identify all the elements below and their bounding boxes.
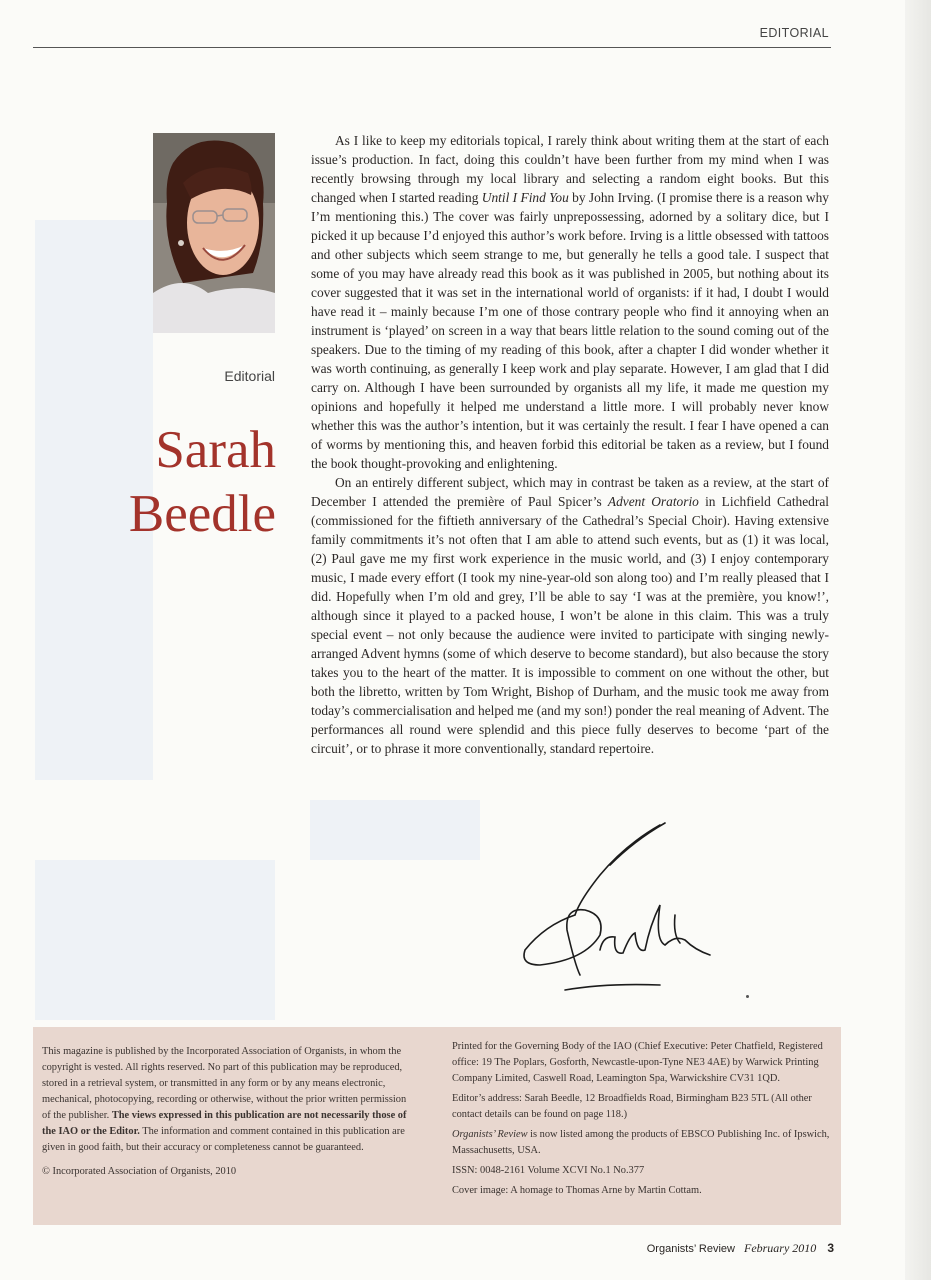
section-label: Editorial	[224, 368, 275, 384]
book-title: Until I Find You	[481, 190, 569, 205]
author-photo	[153, 133, 275, 333]
author-last-name: Beedle	[128, 485, 276, 543]
printer-info: Printed for the Governing Body of the IAO (Chief Executive: Peter Chatfield, Registered office: 19 The Poplars, Gosforth, Newcastle-upon-Tyne NE3 4AE) by Warwick Printing Company Limited, Caswell Road, Leamington Spa, Warwickshire CV31 1QD.	[452, 1041, 823, 1084]
header-rule	[33, 47, 831, 48]
ebsco-listing: Organists’ Review is now listed among the products of EBSCO Publishing Inc. of Ipswich, Massachusetts, USA.	[452, 1129, 830, 1156]
page-number: 3	[827, 1241, 834, 1255]
magazine-name: Organists’ Review	[646, 1243, 735, 1255]
editorial-body	[311, 131, 829, 758]
page-edge	[905, 0, 931, 1280]
section-header: EDITORIAL	[759, 26, 829, 40]
author-first-name: Sarah	[155, 421, 276, 479]
background-showthrough	[35, 860, 275, 1020]
signature	[505, 815, 735, 1000]
copyright-line: © Incorporated Association of Organists, 2010	[42, 1166, 237, 1177]
paragraph: As I like to keep my editorials topical, I rarely think about writing them at the start of each issue’s production. In fact, doing this couldn’t have been further from my mind when I was recently browsing through my local library and selecting a random eight books. But this changed when I started reading Until I Find You by John Irving. (I promise there is a reason why I’m mentioning this.) The cover was fairly unprepossessing, adorned by a solitary dice, but I picked it up because I’d enjoyed this author’s work before. Irving is a little obsessed with tattoos and other subjects which seem strange to me, but generally he tells a good tale. I suspect that some of you may have already read this book as it was published in 2005, but nothing about its cover suggested that it was set in the international world of organists: if it had, I doubt I would have read it – mainly because I’m one of those contrary people who find it annoying when an instrument is ‘played’ on screen in a way that bears little relation to the sound coming out of the speakers. Due to the timing of my reading of this book, after a chapter I did wonder whether it was worth continuing, as generally I keep work and play separate. However, I am glad that I did carry on. Although I have been surrounded by organists all my life, it made me question my opinions and hopefully it helped me understand a little more. I will probably never know whether this was the author’s intention, but it was certainly the result. I fear I have opened a can of worms by mentioning this, and heaven forbid this editorial be taken as a review, but I found the book thought-provoking and enlightening.	[311, 133, 829, 471]
work-title: Advent Oratorio	[607, 494, 699, 509]
issue-date: February 2010	[743, 1241, 817, 1255]
cover-credit: Cover image: A homage to Thomas Arne by Martin Cottam.	[452, 1185, 702, 1196]
background-showthrough	[310, 800, 480, 860]
page-footer	[647, 1241, 834, 1256]
stray-mark	[746, 995, 749, 998]
author-name	[110, 418, 276, 546]
publication-disclaimer: This magazine is published by the Incorporated Association of Organists, in whom the copyright is vested. All rights reserved. No part of this publication may be reproduced, stored in a retrieval system, or transmitted in any form or by any means electronic, mechanical, photocopying, recording or otherwise, without the prior written permission of the publisher. The views expressed in this publication are not necessarily those of the IAO or the Editor. The information and comment contained in this publication are given in good faith, but their accuracy or completeness cannot be guaranteed.	[42, 1046, 407, 1153]
editor-address: Editor’s address: Sarah Beedle, 12 Broadfields Road, Birmingham B23 5TL (All other contact details can be found on page 118.)	[452, 1093, 812, 1120]
copyright-notice	[42, 1044, 412, 1180]
paragraph: On an entirely different subject, which may in contrast be taken as a review, at the start of December I attended the première of Paul Spicer’s Advent Oratorio in Lichfield Cathedral (commissioned for the fiftieth anniversary of the Cathedral’s Special Choir). Having extensive family commitments it’s not often that I am able to attend such events, but as (1) it was local, (2) Paul gave me my first work experience in the music world, and (3) I enjoy contemporary music, I made every effort (I took my nine-year-old son along too) and I’m really pleased that I did. Hopefully when I’m old and grey, I’ll be able to say ‘I was at the première, you know!’, although since it played to a packed house, I won’t be alone in this claim. This was a truly special event – not only because the audience were invited to participate with singing newly-arranged Advent hymns (some of which deserve to become standard), but also because the story takes you to the heart of the matter. It is impossible to comment on one without the other, but both the libretto, written by Tom Wright, Bishop of Durham, and the music took me away from today’s commercialisation and helped me (and my son!) ponder the real meaning of Advent. The performances all round were splendid and this piece fully deserves to become ‘part of the circuit’, or to phrase it more conventionally, standard repertoire.	[311, 475, 830, 756]
issn-line: ISSN: 0048-2161 Volume XCVI No.1 No.377	[452, 1165, 645, 1176]
publication-details	[452, 1039, 832, 1203]
author-portrait-illustration	[153, 133, 275, 333]
